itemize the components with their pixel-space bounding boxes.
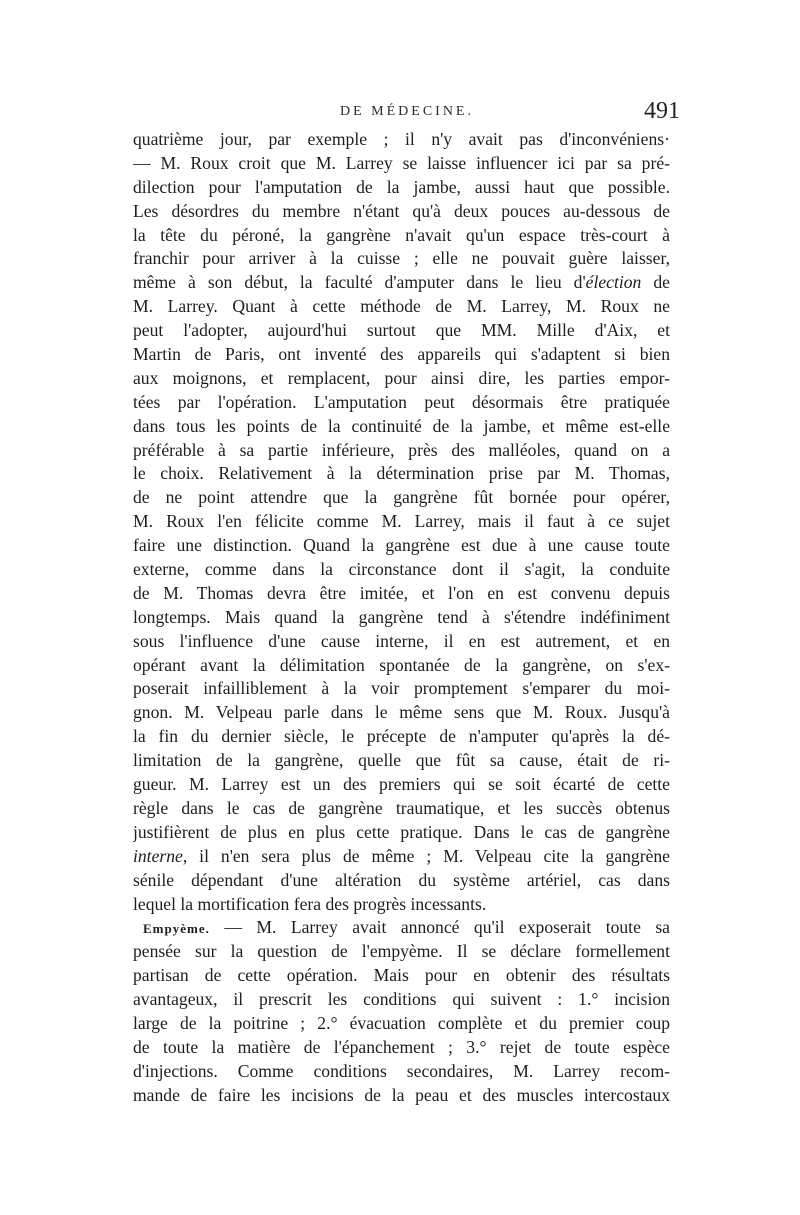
text-line: dilection pour l'amputation de la jambe, aussi haut que possible. <box>133 176 670 197</box>
text-line: de toute la matière de l'épanchement ; 3.° rejet de toute espèce <box>133 1036 670 1057</box>
text-line: la tête du péroné, la gangrène n'avait qu'un espace très-court à <box>133 224 670 245</box>
text-line: M. Larrey. Quant à cette méthode de M. Larrey, M. Roux ne <box>133 296 670 317</box>
text-line: externe, comme dans la circonstance dont il s'agit, la conduite <box>133 559 670 580</box>
text-line: opérant avant la délimitation spontanée de la gangrène, on s'ex- <box>133 654 670 675</box>
text-line: pensée sur la question de l'empyème. Il se déclare formellement <box>133 941 670 962</box>
text-line: M. Roux l'en félicite comme M. Larrey, mais il faut à ce sujet <box>133 511 670 532</box>
body-text <box>133 128 670 1108</box>
text-line <box>133 271 670 295</box>
text-line: Les désordres du membre n'étant qu'à deux pouces au-dessous de <box>133 200 670 221</box>
section-heading: Empyème. <box>143 921 210 937</box>
text-line: tées par l'opération. L'amputation peut désormais être pratiquée <box>133 391 670 412</box>
text-line: règle dans le cas de gangrène traumatique, et les succès obtenus <box>133 797 670 818</box>
text-line: avantageux, il prescrit les conditions qui suivent : 1.° incision <box>133 989 670 1010</box>
page-number: 491 <box>644 98 680 124</box>
text-line: d'injections. Comme conditions secondaires, M. Larrey recom- <box>133 1060 670 1081</box>
text-line: gueur. M. Larrey est un des premiers qui se soit écarté de cette <box>133 774 670 795</box>
text-line: de ne point attendre que la gangrène fût bornée pour opérer, <box>133 487 670 508</box>
text-line: lequel la mortification fera des progrès incessants. <box>133 893 487 914</box>
text-segment: — M. Larrey avait annoncé qu'il exposerait toute sa <box>209 917 670 938</box>
text-segment: même à son début, la faculté d'amputer dans le lieu d' <box>133 272 586 293</box>
text-line: large de la poitrine ; 2.° évacuation complète et du premier coup <box>133 1012 670 1033</box>
text-line: gnon. M. Velpeau parle dans le même sens que M. Roux. Jusqu'à <box>133 702 670 723</box>
text-segment: de <box>641 272 670 293</box>
text-line: la fin du dernier siècle, le précepte de n'amputer qu'après la dé- <box>133 726 670 747</box>
text-line: justifièrent de plus en plus cette pratique. Dans le cas de gangrène <box>133 821 670 842</box>
text-line <box>133 916 670 940</box>
text-line: préférable à sa partie inférieure, près des malléoles, quand on a <box>133 439 670 460</box>
text-line: quatrième jour, par exemple ; il n'y avait pas d'inconvéniens· <box>133 129 670 149</box>
text-line: poserait infailliblement à la voir promptement s'emparer du moi- <box>133 678 670 699</box>
text-line <box>133 845 670 869</box>
text-line: peut l'adopter, aujourd'hui surtout que MM. Mille d'Aix, et <box>133 320 670 341</box>
running-head <box>130 98 680 128</box>
text-line: longtemps. Mais quand la gangrène tend à s'étendre indéfiniment <box>133 606 670 627</box>
text-line: limitation de la gangrène, quelle que fût sa cause, était de ri- <box>133 750 670 771</box>
text-line: franchir pour arriver à la cuisse ; elle ne pouvait guère laisser, <box>133 248 670 269</box>
text-line: le choix. Relativement à la détermination prise par M. Thomas, <box>133 463 670 484</box>
italic-word: interne <box>133 845 183 866</box>
text-line: dans tous les points de la continuité de la jambe, et même est-elle <box>133 415 670 436</box>
text-line: de M. Thomas devra être imitée, et l'on en est convenu depuis <box>133 582 670 603</box>
text-segment: , il n'en sera plus de même ; M. Velpeau cite la gangrène <box>182 845 670 866</box>
text-line: mande de faire les incisions de la peau et des muscles intercostaux <box>133 1084 670 1105</box>
text-line: aux moignons, et remplacent, pour ainsi dire, les parties empor- <box>133 367 670 388</box>
text-line: sénile dépendant d'une altération du système artériel, cas dans <box>133 869 670 890</box>
text-line: sous l'influence d'une cause interne, il en est autrement, et en <box>133 630 670 651</box>
text-line: — M. Roux croit que M. Larrey se laisse influencer ici par sa pré- <box>133 152 670 173</box>
running-title: DE MÉDECINE. <box>340 104 474 119</box>
text-line: partisan de cette opération. Mais pour en obtenir des résultats <box>133 965 670 986</box>
italic-word: élection <box>585 272 642 293</box>
text-line: faire une distinction. Quand la gangrène est due à une cause toute <box>133 535 670 556</box>
text-line: Martin de Paris, ont inventé des appareils qui s'adaptent si bien <box>133 344 670 365</box>
